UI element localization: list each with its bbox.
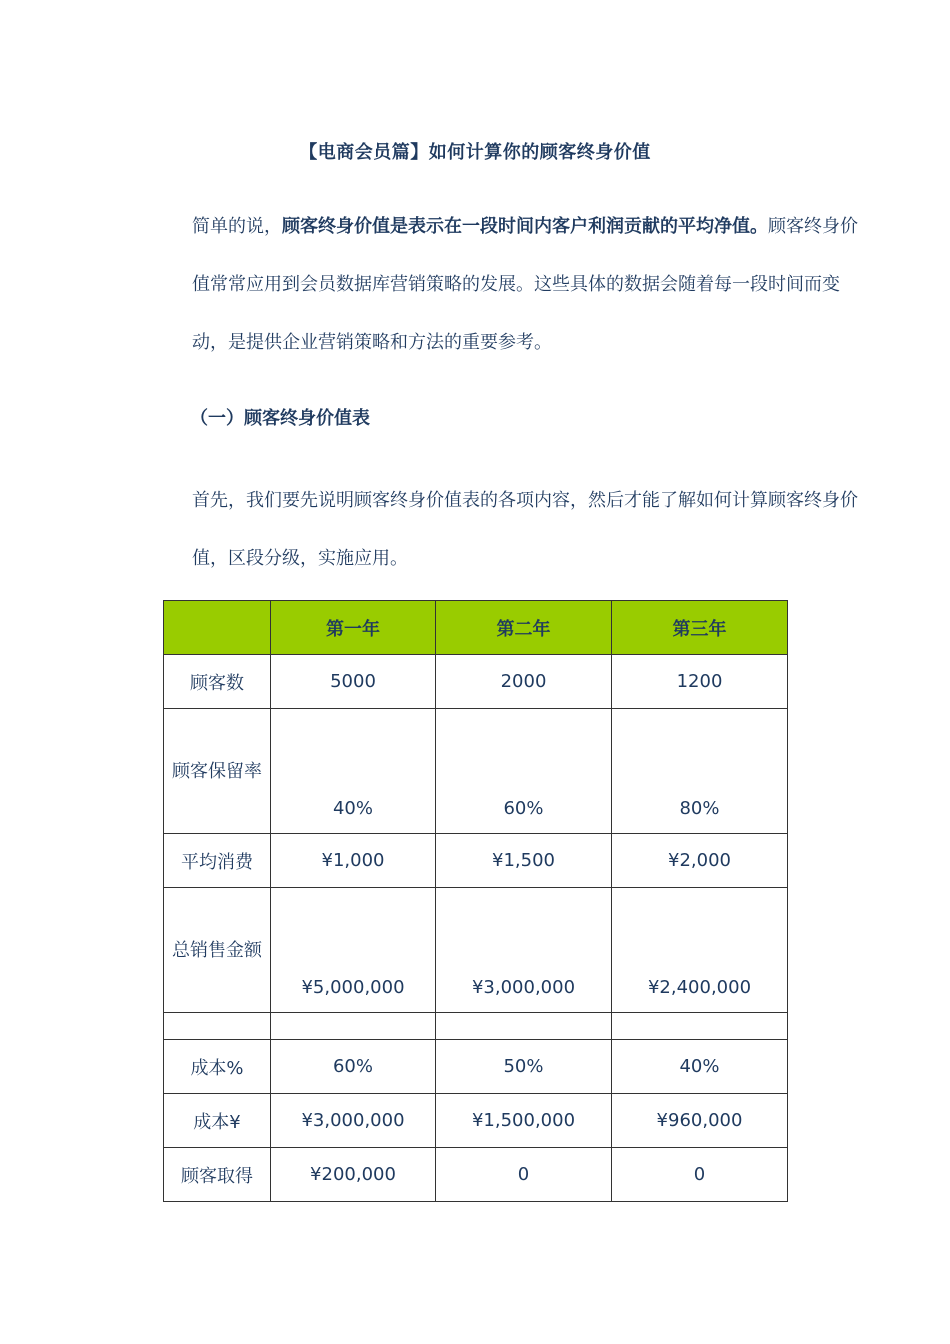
row-label: 平均消费 (164, 834, 271, 888)
table-cell: ¥2,400,000 (612, 888, 788, 1013)
table-cell: 40% (271, 709, 436, 834)
row-label: 顾客取得 (164, 1148, 271, 1202)
row-label: 顾客数 (164, 655, 271, 709)
table-cell: ¥1,000 (271, 834, 436, 888)
table-cell: ¥960,000 (612, 1094, 788, 1148)
table-cell: 60% (436, 709, 612, 834)
table-row (164, 709, 788, 834)
table-cell: 5000 (271, 655, 436, 709)
table-cell (271, 1013, 436, 1040)
header-year-1: 第一年 (271, 601, 436, 655)
table-cell (436, 1013, 612, 1040)
intro-definition: 顾客终身价值是表示在一段时间内客户利润贡献的平均净值。 (282, 216, 768, 237)
section-paragraph: 首先，我们要先说明顾客终身价值表的各项内容，然后才能了解如何计算顾客终身价值，区段分级，实施应用。 (192, 490, 858, 569)
table-row (164, 834, 788, 888)
table-row (164, 655, 788, 709)
table-cell: 50% (436, 1040, 612, 1094)
customer-lifetime-value-table (163, 600, 788, 1202)
table-cell: ¥200,000 (271, 1148, 436, 1202)
table-row (164, 1040, 788, 1094)
intro-lead: 简单的说， (192, 216, 282, 237)
table-header-row (164, 601, 788, 655)
header-year-2: 第二年 (436, 601, 612, 655)
table-cell: 0 (612, 1148, 788, 1202)
table-cell: ¥3,000,000 (271, 1094, 436, 1148)
row-label: 成本¥ (164, 1094, 271, 1148)
section-heading: （一）顾客终身价值表 (190, 408, 370, 429)
intro-paragraph (144, 198, 862, 372)
header-year-3: 第三年 (612, 601, 788, 655)
table-cell: 80% (612, 709, 788, 834)
table-row-empty (164, 1013, 788, 1040)
row-label: 总销售金额 (164, 888, 271, 1013)
table-cell: 2000 (436, 655, 612, 709)
row-label (164, 1013, 271, 1040)
table-cell: ¥1,500 (436, 834, 612, 888)
table-row (164, 888, 788, 1013)
table-cell: 0 (436, 1148, 612, 1202)
document-title: 【电商会员篇】如何计算你的顾客终身价值 (299, 142, 651, 163)
row-label: 成本% (164, 1040, 271, 1094)
table-cell: ¥1,500,000 (436, 1094, 612, 1148)
table-cell: 60% (271, 1040, 436, 1094)
header-corner (164, 601, 271, 655)
table-cell: 1200 (612, 655, 788, 709)
table-cell: ¥2,000 (612, 834, 788, 888)
table-cell: 40% (612, 1040, 788, 1094)
table-row (164, 1094, 788, 1148)
table-cell: ¥5,000,000 (271, 888, 436, 1013)
table-cell: ¥3,000,000 (436, 888, 612, 1013)
table-cell (612, 1013, 788, 1040)
row-label: 顾客保留率 (164, 709, 271, 834)
table-row (164, 1148, 788, 1202)
intro-rest: 顾客终身价值常常应用到会员数据库营销策略的发展。这些具体的数据会随着每一段时间而变动，是提供企业营销策略和方法的重要参考。 (192, 216, 858, 353)
